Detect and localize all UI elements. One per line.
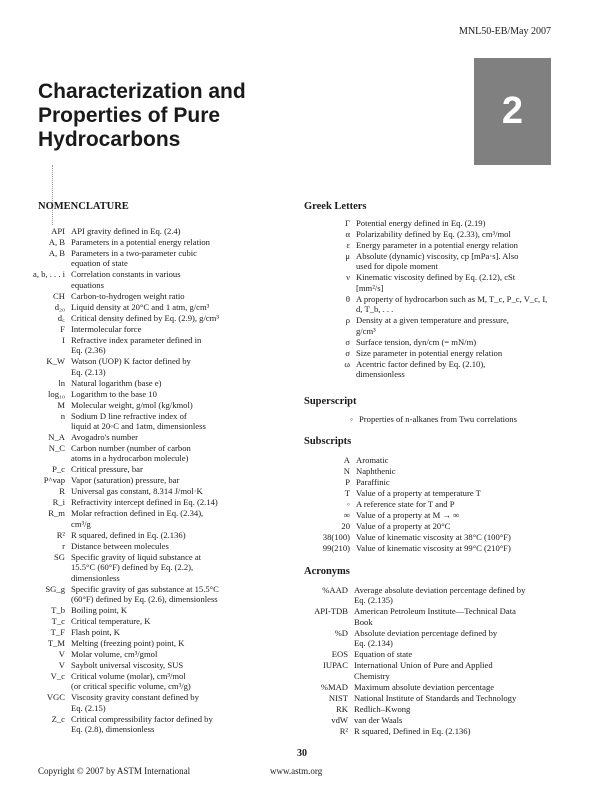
greek-letter-symbol: μ (345, 251, 350, 261)
nomenclature-definition (71, 324, 284, 334)
nomenclature-definition-line: Natural logarithm (base e) (71, 377, 162, 388)
greek-letter-definition-line: Energy parameter in a potential energy relation (356, 240, 518, 250)
nomenclature-definition-line: Eq. (2.8), dimensionless (71, 724, 155, 735)
subscript-entry (278, 543, 564, 553)
acronym-definition-line: Maximum absolute deviation percentage (354, 681, 495, 692)
greek-letter-definition-line: Polarizability defined by Eq. (2.33), cm³/mol (356, 229, 511, 239)
nomenclature-definition (71, 356, 284, 377)
nomenclature-definition (71, 291, 284, 301)
nomenclature-symbol: P^vap (43, 475, 65, 486)
acronym-definition-line: Chemistry (354, 670, 390, 681)
nomenclature-entry (22, 335, 284, 356)
decorative-dotted-line (52, 165, 57, 225)
acronym-definition-line: Equation of state (354, 649, 413, 660)
nomenclature-entry (22, 400, 284, 410)
nomenclature-definition (71, 411, 284, 432)
acronym-definition-line: van der Waals (354, 714, 403, 725)
greek-letters-heading: Greek Letters (304, 201, 367, 212)
greek-letter-entry (292, 218, 564, 228)
chapter-number-box (474, 58, 551, 165)
subscript-definition-line: Value of a property at 20°C (356, 521, 451, 531)
subscript-entry (278, 499, 564, 509)
nomenclature-definition (71, 627, 284, 637)
nomenclature-definition-line: Distance between molecules (71, 540, 169, 551)
acronym-entry (278, 628, 564, 649)
subscript-definition (356, 521, 564, 531)
nomenclature-definition-line: Carbon-to-hydrogen weight ratio (71, 290, 185, 301)
page-number: 30 (297, 748, 307, 759)
acronym-symbol: EOS (331, 649, 348, 660)
subscript-symbol: 38(100) (322, 532, 350, 542)
acronym-symbol: %MAD (320, 681, 348, 692)
nomenclature-definition-line: Molar refraction defined in Eq. (2.34), (71, 508, 204, 519)
greek-letter-definition-line: [mm²/s] (356, 282, 384, 293)
acronym-symbol: NIST (328, 692, 348, 703)
nomenclature-definition-line: Vapor (saturation) pressure, bar (71, 475, 180, 486)
greek-letter-definition (356, 251, 564, 272)
nomenclature-definition-line: Melting (freezing point) point, K (71, 638, 185, 649)
nomenclature-entry (22, 616, 284, 626)
greek-letter-symbol: ω (344, 358, 350, 369)
nomenclature-definition-line: atoms in a hydrocarbon molecule) (71, 453, 189, 464)
nomenclature-symbol: F (60, 323, 65, 334)
nomenclature-symbol: N_C (48, 443, 65, 454)
greek-letter-entry (292, 315, 564, 336)
nomenclature-symbol: CH (53, 290, 65, 301)
acronym-entry (278, 660, 564, 681)
nomenclature-entry (22, 671, 284, 692)
acronyms-heading: Acronyms (304, 566, 350, 577)
nomenclature-entry (22, 302, 284, 312)
nomenclature-entry (22, 475, 284, 485)
nomenclature-definition (71, 605, 284, 615)
nomenclature-entry (22, 378, 284, 388)
subscript-symbol: ∞ (343, 510, 350, 520)
chapter-title (38, 80, 338, 152)
subscript-symbol: P (345, 477, 350, 487)
acronym-entry (278, 682, 564, 692)
greek-letter-definition-line: Absolute (dynamic) viscosity, cp [mPa·s]. Also (356, 251, 519, 261)
nomenclature-definition (71, 378, 284, 388)
nomenclature-definition-line: 15.5°C (60°F) defined by Eq. (2.2), (71, 562, 194, 573)
nomenclature-entry (22, 530, 284, 540)
subscript-entry (278, 455, 564, 465)
subscript-entry (278, 532, 564, 542)
greek-letter-definition-line: Density at a given temperature and pressure, (356, 315, 509, 326)
greek-letter-entry (292, 240, 564, 250)
nomenclature-entry (22, 356, 284, 377)
nomenclature-entry (22, 660, 284, 670)
nomenclature-definition-line: cm³/g (71, 518, 91, 529)
nomenclature-definition-line: Molecular weight, g/mol (kg/kmol) (71, 399, 193, 410)
nomenclature-list (22, 226, 284, 735)
acronym-entry (278, 585, 564, 606)
chapter-number: 2 (501, 90, 524, 132)
greek-letter-definition (356, 337, 564, 347)
acronym-definition-line: R squared, Defined in Eq. (2.136) (354, 725, 471, 736)
nomenclature-definition-line: Critical pressure, bar (71, 464, 143, 475)
subscript-definition (356, 543, 564, 553)
nomenclature-entry (22, 324, 284, 334)
nomenclature-heading: NOMENCLATURE (38, 201, 129, 212)
nomenclature-definition (71, 671, 284, 692)
nomenclature-definition (71, 464, 284, 474)
superscript-definition-line: Properties of n-alkanes from Twu correlations (359, 414, 517, 424)
nomenclature-definition-line: Specific gravity of liquid substance at (71, 551, 202, 562)
acronym-definition (354, 682, 564, 692)
nomenclature-symbol: n (60, 410, 65, 421)
greek-letter-definition (356, 348, 564, 358)
nomenclature-definition-line: Critical density defined by Eq. (2.9), g/cm³ (71, 312, 219, 323)
acronym-entry (278, 715, 564, 725)
acronym-definition (354, 693, 564, 703)
acronym-symbol: IUPAC (323, 660, 348, 671)
greek-letter-definition (356, 315, 564, 336)
nomenclature-symbol: d꜀ (57, 312, 65, 323)
nomenclature-definition (71, 660, 284, 670)
nomenclature-symbol: V_c (50, 671, 65, 682)
greek-letter-symbol: σ (345, 336, 350, 347)
nomenclature-definition (71, 530, 284, 540)
nomenclature-definition-line: Universal gas constant, 8.314 J/mol·K (71, 486, 203, 497)
nomenclature-entry (22, 411, 284, 432)
subscript-entry (278, 510, 564, 520)
nomenclature-symbol: P_c (52, 464, 65, 475)
nomenclature-symbol: K_W (46, 356, 65, 367)
nomenclature-definition (71, 248, 284, 269)
nomenclature-definition (71, 541, 284, 551)
acronym-definition (354, 660, 564, 681)
greek-letter-definition-line: Surface tension, dyn/cm (= mN/m) (356, 336, 477, 347)
nomenclature-entry (22, 464, 284, 474)
nomenclature-definition (71, 584, 284, 605)
nomenclature-definition-line: dimensionless (71, 572, 120, 583)
nomenclature-symbol: ln (58, 377, 65, 388)
nomenclature-definition-line: Molar volume, cm³/gmol (71, 649, 158, 660)
nomenclature-definition (71, 443, 284, 464)
subscript-definition-line: Value of kinematic viscosity at 38°C (100°F) (356, 532, 511, 542)
superscript-heading: Superscript (304, 396, 357, 407)
superscript-definition (359, 414, 567, 424)
nomenclature-definition-line: equations (71, 279, 104, 290)
greek-letter-definition-line: used for dipole moment (356, 261, 438, 272)
acronym-definition (354, 585, 564, 606)
acronym-definition-line: Eq. (2.135) (354, 595, 393, 606)
acronym-symbol: API-TDB (314, 606, 348, 617)
nomenclature-definition-line: (or critical specific volume, cm³/g) (71, 681, 191, 692)
nomenclature-definition (71, 313, 284, 323)
subscript-definition (356, 466, 564, 476)
nomenclature-entry (22, 226, 284, 236)
nomenclature-definition (71, 226, 284, 236)
nomenclature-definition (71, 389, 284, 399)
nomenclature-definition-line: Eq. (2.15) (71, 702, 106, 713)
acronym-entry (278, 726, 564, 736)
acronym-definition (354, 628, 564, 649)
greek-letter-entry (292, 337, 564, 347)
copyright-notice: Copyright © 2007 by ASTM International (38, 766, 191, 776)
nomenclature-definition (71, 714, 284, 735)
greek-letter-symbol: ρ (345, 315, 350, 326)
nomenclature-definition (71, 302, 284, 312)
website-link[interactable]: www.astm.org (270, 766, 323, 776)
nomenclature-symbol: d₂₀ (54, 301, 65, 312)
subscript-symbol: N (343, 466, 350, 476)
greek-letter-definition (356, 229, 564, 239)
nomenclature-entry (22, 692, 284, 713)
nomenclature-definition-line: R squared, defined in Eq. (2.136) (71, 529, 186, 540)
acronym-entry (278, 693, 564, 703)
nomenclature-entry (22, 432, 284, 442)
nomenclature-entry (22, 605, 284, 615)
nomenclature-symbol: T_F (50, 627, 65, 638)
nomenclature-definition-line: Eq. (2.36) (71, 345, 106, 356)
subscript-symbol: A (343, 455, 350, 465)
nomenclature-definition (71, 400, 284, 410)
nomenclature-definition (71, 486, 284, 496)
superscript-list (305, 414, 567, 425)
acronym-symbol: %AAD (322, 585, 348, 595)
greek-letter-symbol: Γ (345, 218, 350, 228)
subscripts-heading: Subscripts (304, 436, 352, 447)
acronym-definition (354, 704, 564, 714)
nomenclature-entry (22, 389, 284, 399)
greek-letter-definition (356, 294, 564, 315)
subscript-definition-line: Value of kinematic viscosity at 99°C (210°F) (356, 543, 511, 553)
subscript-entry (278, 521, 564, 531)
greek-letter-symbol: ν (346, 272, 350, 283)
nomenclature-definition (71, 649, 284, 659)
subscript-definition-line: Value of a property at temperature T (356, 488, 481, 498)
greek-letter-definition (356, 218, 564, 228)
nomenclature-entry (22, 291, 284, 301)
nomenclature-definition-line: Critical compressibility factor defined by (71, 713, 213, 724)
greek-letter-definition-line: dimensionless (356, 369, 405, 380)
acronym-definition-line: International Union of Pure and Applied (354, 660, 493, 671)
nomenclature-definition (71, 552, 284, 583)
nomenclature-symbol: SG_g (45, 583, 65, 594)
nomenclature-definition-line: (60°F) defined by Eq. (2.6), dimensionless (71, 594, 218, 605)
greek-letter-entry (292, 359, 564, 380)
acronym-entry (278, 649, 564, 659)
nomenclature-definition (71, 269, 284, 290)
subscript-entry (278, 477, 564, 487)
nomenclature-definition (71, 692, 284, 713)
greek-letter-symbol: ε (346, 240, 350, 250)
subscript-symbol: 99(210) (322, 543, 350, 553)
nomenclature-symbol: log₁₀ (48, 388, 65, 399)
nomenclature-definition (71, 237, 284, 247)
title-line: Properties of Pure (38, 104, 221, 127)
subscript-entry (278, 466, 564, 476)
nomenclature-symbol: R_m (48, 508, 65, 519)
nomenclature-definition-line: Watson (UOP) K factor defined by (71, 356, 191, 367)
nomenclature-definition (71, 497, 284, 507)
nomenclature-definition (71, 508, 284, 529)
greek-letter-entry (292, 348, 564, 358)
superscript-symbol: ◦ (349, 414, 353, 424)
nomenclature-entry (22, 508, 284, 529)
nomenclature-definition-line: equation of state (71, 258, 128, 269)
nomenclature-definition-line: Parameters in a two-parameter cubic (71, 248, 197, 258)
nomenclature-definition (71, 475, 284, 485)
nomenclature-definition-line: Eq. (2.13) (71, 366, 106, 377)
nomenclature-definition-line: Saybolt universal viscosity, SUS (71, 660, 184, 671)
nomenclature-entry (22, 443, 284, 464)
document-code: MNL50-EB/May 2007 (459, 26, 551, 37)
subscript-definition-line: Aromatic (356, 455, 389, 465)
nomenclature-definition (71, 616, 284, 626)
nomenclature-definition-line: Boiling point, K (71, 605, 128, 616)
greek-letter-entry (292, 229, 564, 239)
subscript-definition (356, 532, 564, 542)
nomenclature-entry (22, 541, 284, 551)
acronym-definition-line: National Institute of Standards and Technology (354, 692, 517, 703)
nomenclature-entry (22, 248, 284, 269)
acronym-definition-line: American Petroleum Institute—Technical Data (354, 606, 516, 617)
nomenclature-definition-line: Refractivity intercept defined in Eq. (2.14) (71, 497, 218, 508)
greek-letter-entry (292, 272, 564, 293)
subscript-definition (356, 499, 564, 509)
subscripts-list (278, 455, 564, 554)
nomenclature-symbol: R² (56, 529, 65, 540)
nomenclature-symbol: V (58, 649, 65, 660)
nomenclature-symbol: A, B (48, 237, 65, 247)
acronym-definition-line: Absolute deviation percentage defined by (354, 627, 498, 638)
nomenclature-entry (22, 237, 284, 247)
acronym-definition (354, 606, 564, 627)
greek-letter-definition-line: Kinematic viscosity defined by Eq. (2.12), cSt (356, 272, 516, 283)
nomenclature-entry (22, 638, 284, 648)
greek-letter-definition (356, 359, 564, 380)
subscript-symbol: ◦ (346, 499, 350, 509)
nomenclature-definition-line: Refractive index parameter defined in (71, 334, 202, 345)
nomenclature-symbol: r (62, 540, 65, 551)
acronym-symbol: RK (336, 703, 348, 714)
nomenclature-definition (71, 335, 284, 356)
subscript-definition-line: A reference state for T and P (356, 499, 455, 509)
subscript-definition (356, 488, 564, 498)
acronym-definition-line: Average absolute deviation percentage defined by (354, 585, 526, 595)
nomenclature-definition-line: Avogadro's number (71, 432, 139, 443)
nomenclature-definition-line: Correlation constants in various (71, 269, 181, 280)
greek-letter-definition-line: d, T_b, . . . (356, 304, 394, 315)
acronym-definition (354, 726, 564, 736)
greek-letter-symbol: σ (345, 347, 350, 358)
nomenclature-symbol: A, B (48, 248, 65, 258)
nomenclature-definition-line: Carbon number (number of carbon (71, 443, 191, 454)
nomenclature-entry (22, 497, 284, 507)
acronym-entry (278, 704, 564, 714)
nomenclature-definition-line: Intermolecular force (71, 323, 142, 334)
nomenclature-entry (22, 584, 284, 605)
acronym-definition-line: Book (354, 616, 373, 627)
nomenclature-symbol: N_A (48, 432, 65, 443)
nomenclature-symbol: SG (54, 551, 65, 562)
superscript-entry (305, 414, 567, 424)
nomenclature-symbol: Z_c (51, 713, 65, 724)
subscript-symbol: 20 (341, 521, 350, 531)
acronym-entry (278, 606, 564, 627)
acronym-symbol: %D (334, 627, 348, 638)
greek-letter-definition-line: A property of hydrocarbon such as M, T_c, P_c, V_c, I, (356, 293, 548, 304)
greek-letters-list (292, 218, 564, 380)
nomenclature-symbol: V (58, 660, 65, 671)
nomenclature-symbol: I (62, 334, 65, 345)
nomenclature-entry (22, 313, 284, 323)
nomenclature-symbol: VGC (46, 692, 65, 703)
nomenclature-entry (22, 486, 284, 496)
subscript-definition (356, 455, 564, 465)
acronyms-list (278, 585, 564, 737)
greek-letter-symbol: α (345, 229, 350, 239)
nomenclature-symbol: T_M (47, 638, 65, 649)
nomenclature-definition (71, 638, 284, 648)
subscript-definition-line: Naphthenic (356, 466, 396, 476)
subscript-entry (278, 488, 564, 498)
title-line: Characterization and (38, 80, 246, 103)
nomenclature-definition-line: Specific gravity of gas substance at 15.5°C (71, 583, 219, 594)
greek-letter-entry (292, 294, 564, 315)
acronym-definition-line: Eq. (2.134) (354, 638, 393, 649)
nomenclature-entry (22, 627, 284, 637)
nomenclature-definition-line: liquid at 20◦C and 1atm, dimensionless (71, 421, 206, 432)
nomenclature-symbol: T_c (51, 616, 65, 627)
nomenclature-definition-line: Critical volume (molar), cm³/mol (71, 671, 186, 682)
greek-letter-symbol: θ (345, 293, 350, 304)
subscript-definition (356, 477, 564, 487)
acronym-symbol: R² (339, 725, 348, 736)
greek-letter-definition (356, 272, 564, 293)
acronym-definition (354, 715, 564, 725)
nomenclature-entry (22, 714, 284, 735)
subscript-definition-line: Paraffinic (356, 477, 390, 487)
greek-letter-definition-line: Size parameter in potential energy relation (356, 347, 503, 358)
greek-letter-definition-line: g/cm³ (356, 325, 376, 336)
acronym-definition-line: Redlich–Kwong (354, 703, 411, 714)
nomenclature-definition-line: Critical temperature, K (71, 616, 151, 627)
greek-letter-definition-line: Potential energy defined in Eq. (2.19) (356, 218, 486, 228)
acronym-symbol: vdW (331, 714, 348, 725)
nomenclature-entry (22, 552, 284, 583)
nomenclature-symbol: M (57, 399, 65, 410)
subscript-symbol: T (344, 488, 350, 498)
nomenclature-symbol: API (51, 226, 65, 236)
nomenclature-definition (71, 432, 284, 442)
nomenclature-symbol: a, b, . . . i (33, 269, 65, 280)
greek-letter-entry (292, 251, 564, 272)
nomenclature-definition-line: Liquid density at 20°C and 1 atm, g/cm³ (71, 301, 210, 312)
nomenclature-definition-line: Parameters in a potential energy relation (71, 237, 210, 247)
nomenclature-definition-line: Flash point, K (71, 627, 120, 638)
nomenclature-definition-line: Sodium D line refractive index of (71, 410, 187, 421)
nomenclature-definition-line: Viscosity gravity constant defined by (71, 692, 199, 703)
greek-letter-definition-line: Acentric factor defined by Eq. (2.10), (356, 358, 486, 369)
acronym-definition (354, 649, 564, 659)
nomenclature-definition-line: API gravity defined in Eq. (2.4) (71, 226, 181, 236)
nomenclature-symbol: R_i (52, 497, 65, 508)
nomenclature-entry (22, 649, 284, 659)
nomenclature-symbol: T_b (51, 605, 65, 616)
greek-letter-definition (356, 240, 564, 250)
subscript-definition (356, 510, 564, 520)
nomenclature-definition-line: Logarithm to the base 10 (71, 388, 157, 399)
title-line: Hydrocarbons (38, 128, 181, 151)
subscript-definition-line: Value of a property at M → ∞ (356, 510, 460, 520)
nomenclature-entry (22, 269, 284, 290)
nomenclature-symbol: R (59, 486, 65, 497)
